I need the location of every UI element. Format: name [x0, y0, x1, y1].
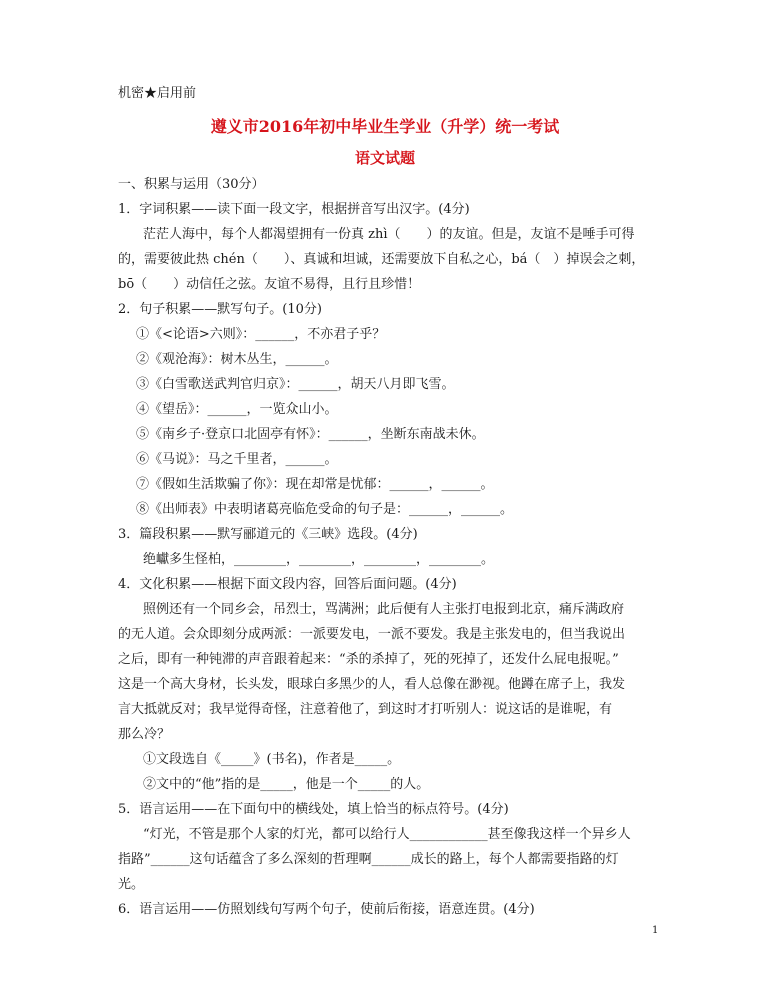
question-5-text-line: 光。: [118, 877, 145, 892]
exam-subtitle: 语文试题: [354, 149, 415, 167]
question-2-item: ②《观沧海》：树木丛生，______。: [136, 352, 338, 367]
question-1-stem: 1．字词积累——读下面一段文字，根据拼音写出汉字。(4分): [118, 202, 470, 217]
question-2-item: ①《<论语>六则》：______，不亦君子乎？: [136, 327, 386, 342]
question-6-stem: 6．语言运用——仿照划线句写两个句子，使前后衔接，语意连贯。(4分): [118, 902, 535, 917]
confidential-label: 机密★启用前: [118, 86, 197, 101]
page-number: 1: [652, 925, 659, 936]
section-heading: 一、积累与运用（30分）: [118, 177, 265, 192]
question-2-item: ⑥《马说》：马之千里者，______。: [136, 452, 338, 467]
question-2-item: ⑤《南乡子·登京口北固亭有怀》：______，坐断东南战未休。: [136, 427, 485, 442]
passage-line: 之后，即有一种钝滞的声音跟着起来：“杀的杀掉了，死的死掉了，还发什么屁电报呢。”: [118, 652, 619, 667]
passage-line: 照例还有一个同乡会，吊烈士，骂满洲；此后便有人主张打电报到北京，痛斥满政府: [143, 602, 625, 617]
passage-line: 这是一个高大身材，长头发，眼球白多黑少的人，看人总像在渺视。他蹲在席子上，我发: [118, 677, 626, 692]
passage-line: 的无人道。会众即刻分成两派：一派要发电，一派不要发。我是主张发电的，但当我说出: [118, 627, 626, 642]
question-4-stem: 4．文化积累——根据下面文段内容，回答后面问题。(4分): [118, 577, 457, 592]
question-4-item: ①文段选自《_____》(书名)，作者是_____。: [143, 752, 401, 767]
question-2-item: ⑦《假如生活欺骗了你》：现在却常是忧郁：______，______。: [136, 477, 494, 492]
question-5-text-line: 指路”______这句话蕴含了多么深刻的哲理啊______成长的路上，每个人都需要指路的灯: [118, 852, 619, 867]
question-1-text-line: bō（ ）动信任之弦。友谊不易得，且行且珍惜！: [118, 277, 421, 292]
passage-line: 那么冷？: [118, 727, 171, 742]
question-5-stem: 5．语言运用——在下面句中的横线处，填上恰当的标点符号。(4分): [118, 802, 509, 817]
question-1-text-line: 的，需要彼此热 chén（ ）、真诚和坦诚，还需要放下自私之心，bá（ ）掉误会之刺，: [118, 252, 645, 267]
passage-line: 言大抵就反对；我早觉得奇怪，注意着他了，到这时才打听别人：说这话的是谁呢，有: [118, 702, 613, 717]
question-3-text: 绝巘多生怪柏，________，________，________，________。: [143, 552, 495, 567]
question-1-text-line: 茫茫人海中，每个人都渴望拥有一份真 zhì（ ）的友谊。但是，友谊不是唾手可得: [143, 227, 635, 242]
exam-title: 遵义市2016年初中毕业生学业（升学）统一考试: [210, 117, 560, 136]
question-4-item: ②文中的“他”指的是_____，他是一个_____的人。: [143, 777, 430, 792]
question-3-stem: 3．篇段积累——默写郦道元的《三峡》选段。(4分): [118, 527, 418, 542]
question-2-item: ④《望岳》：______，一览众山小。: [136, 402, 338, 417]
question-5-text-line: “灯光，不管是那个人家的灯光，都可以给行人____________甚至像我这样一个异乡人: [143, 827, 631, 842]
question-2-item: ③《白雪歌送武判官归京》：______，胡天八月即飞雪。: [136, 377, 455, 392]
question-2-stem: 2．句子积累——默写句子。(10分): [118, 302, 322, 317]
question-2-item: ⑧《出师表》中表明诸葛亮临危受命的句子是：______，______。: [136, 502, 514, 517]
